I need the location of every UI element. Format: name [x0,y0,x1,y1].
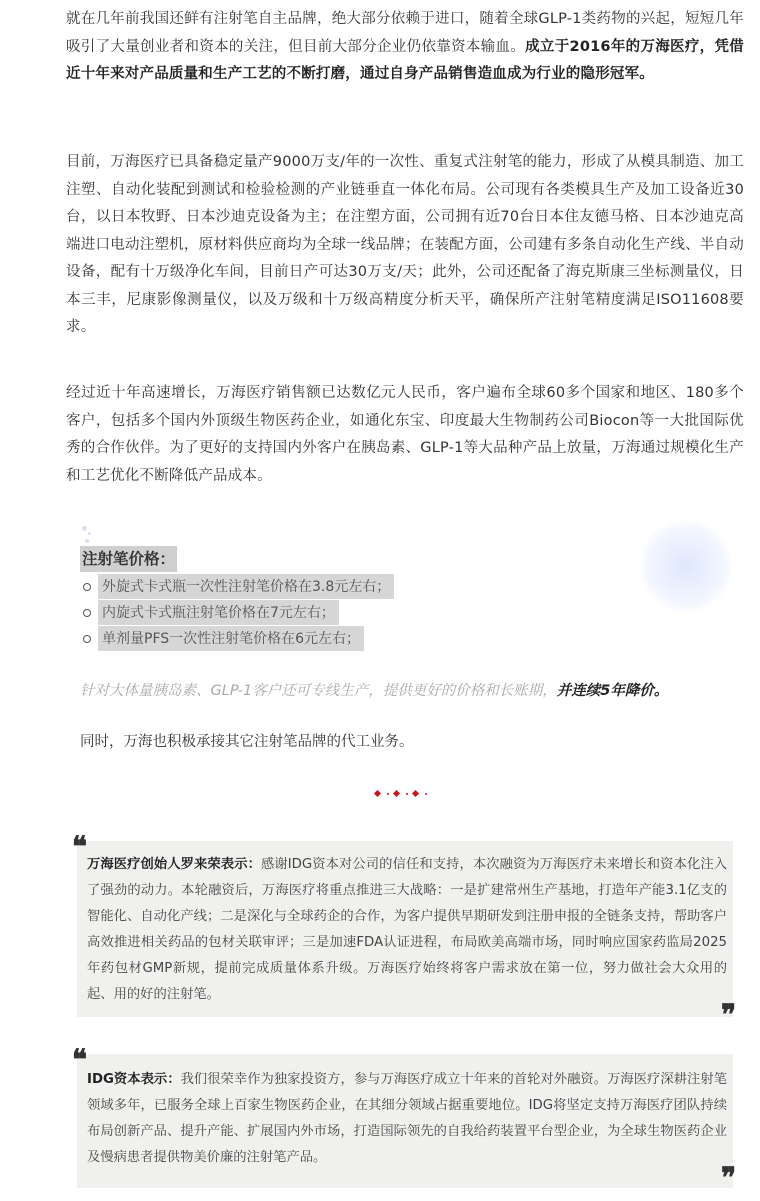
close-quote-icon: ❞ [721,1161,737,1194]
diamond-icon [393,790,400,797]
pricing-title: 注射笔价格： [80,546,177,572]
quote-founder [72,830,737,1031]
pricing-note-text: 针对大体量胰岛素、GLP-1客户还可专线生产，提供更好的价格和长账期， [80,683,557,699]
diamond-icon [374,790,381,797]
quote-body: 感谢IDG资本对公司的信任和支持，本次融资为万海医疗未来增长和资本化注入了强劲的动力。本轮融资后，万海医疗将重点推进三大战略：一是扩建常州生产基地，打造年产能3.1亿支的智能化、自动化产线；二是深化与全球药企的合作，为客户提供早期研发到注册申报的全链条支持，帮助客户高效推进相关药品的包材关联审评；三是加速FDA认证进程，布局欧美高端市场，同时响应国家药监局2025年药包材GMP新规，提前完成质量体系升级。万海医疗始终将客户需求放在第一位，努力做社会大众用的起、用的好的注射笔。 [87,857,728,1002]
diamond-icon [412,790,419,797]
pricing-item-text: 单剂量PFS一次性注射笔价格在6元左右； [98,626,364,651]
pricing-item-text: 外旋式卡式瓶一次性注射笔价格在3.8元左右； [98,574,394,599]
open-quote-icon: ❝ [72,1043,88,1076]
bullet-icon [83,583,91,591]
pricing-note [80,678,668,704]
quote-speaker: 万海医疗创始人罗来荣表示： [87,857,261,872]
paragraph-capacity: 目前，万海医疗已具备稳定量产9000万支/年的一次性、重复式注射笔的能力，形成了从模具制造、加工注塑、自动化装配到测试和检验检测的产业链垂直一体化布局。公司现有各类模具生产及加工设备近30台，以日本牧野、日本沙迪克设备为主；在注塑方面，公司拥有近70台日本住友德马格、日本沙迪克高端进口电动注塑机，原材料供应商均为全球一线品牌；在装配方面，公司建有多条自动化生产线、半自动设备，配有十万级净化车间，目前日产可达30万支/天；此外，公司还配备了海克斯康三坐标测量仪，日本三丰，尼康影像测量仪，以及万级和十万级高精度分析天平，确保所产注射笔精度满足ISO11608要求。 [66,154,744,335]
quote-body: 我们很荣幸作为独家投资方，参与万海医疗成立十年来的首轮对外融资。万海医疗深耕注射笔领域多年，已服务全球上百家生物医药企业，在其细分领域占据重要地位。IDG将坚定支持万海医疗团队持续布局创新产品、提升产能、扩展国内外市场，打造国际领先的自我给药装置平台型企业，为全球生物医药企业及慢病患者提供物美价廉的注射笔产品。 [87,1072,727,1165]
close-quote-icon: ❞ [721,998,737,1031]
paragraph-intro [66,6,744,89]
bullet-icon [83,635,91,643]
oem-paragraph: 同时，万海也积极承接其它注射笔品牌的代工业务。 [80,734,414,750]
quote-idg [72,1043,737,1194]
dot-icon [406,793,408,795]
pricing-note-bold: 并连续5年降价。 [556,683,669,699]
paragraph-intro-text: 就在几年前我国还鲜有注射笔自主品牌，绝大部分依赖于进口，随着全球GLP-1类药物的兴起，短短几年吸引了大量创业者和资本的关注，但目前大部分企业仍依靠资本输血。 [66,11,744,55]
quote-idg-text [87,1067,727,1171]
bullet-icon [83,609,91,617]
paragraph-growth: 经过近十年高速增长，万海医疗销售额已达数亿元人民币，客户遍布全球60多个国家和地区、180多个客户，包括多个国内外顶级生物医药企业，如通化东宝、印度最大生物制药公司Biocon等一大批国际优秀的合作伙伴。为了更好的支持国内外客户在胰岛素、GLP-1等大品种产品上放量，万海通过规模化生产和工艺优化不断降低产品成本。 [66,385,744,484]
pricing-item-text: 内旋式卡式瓶注射笔价格在7元左右； [98,600,339,625]
dot-icon [387,793,389,795]
section-divider [373,789,437,801]
quote-founder-text [87,852,727,1008]
decorative-glow [640,520,732,612]
dot-icon [425,793,427,795]
paragraph-intro-bold: 成立于2016年的万海医疗，凭借近十年来对产品质量和生产工艺的不断打磨，通过自身产品销售造血成为行业的隐形冠军。 [66,38,745,82]
open-quote-icon: ❝ [72,830,88,863]
quote-speaker: IDG资本表示： [87,1072,181,1087]
